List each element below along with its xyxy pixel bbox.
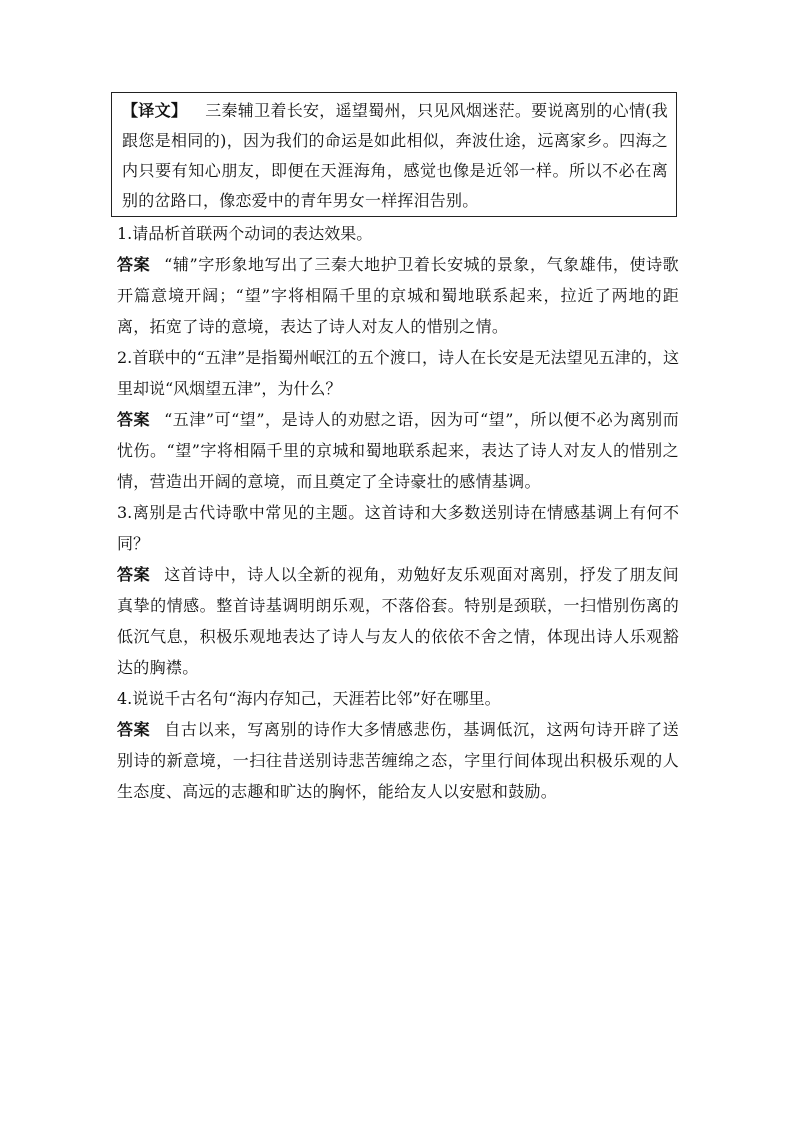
answer-1 xyxy=(117,249,679,342)
translation-box xyxy=(111,92,677,217)
answer-2-text: “五津”可“望”，是诗人的劝慰之语，因为可“望”，所以便不必为离别而忧伤。“望”字将相隔千里的京城和蜀地联系起来，表达了诗人对友人的惜别之情，营造出开阔的意境，而且奠定了全诗豪壮的感情基调。 xyxy=(117,410,680,491)
answer-2 xyxy=(117,404,679,497)
answer-4-text: 自古以来，写离别的诗作大多情感悲伤，基调低沉，这两句诗开辟了送别诗的新意境，一扫往昔送别诗悲苦缠绵之态，字里行间体现出积极乐观的人生态度、高远的志趣和旷达的胸怀，能给友人以安慰和鼓励。 xyxy=(117,720,679,801)
question-3: 3.离别是古代诗歌中常见的主题。这首诗和大多数送别诗在情感基调上有何不同？ xyxy=(117,503,679,553)
question-2: 2.首联中的“五津”是指蜀州岷江的五个渡口，诗人在长安是无法望见五津的，这里却说“风烟望五津”，为什么？ xyxy=(117,348,679,398)
question-4: 4.说说千古名句“海内存知己，天涯若比邻”好在哪里。 xyxy=(117,689,501,708)
translation-tag: 【译文】 xyxy=(122,101,188,120)
answer-3 xyxy=(117,559,679,683)
answer-1-text: “辅”字形象地写出了三秦大地护卫着长安城的景象，气象雄伟，使诗歌开篇意境开阔；“望”字将相隔千里的京城和蜀地联系起来，拉近了两地的距离，拓宽了诗的意境，表达了诗人对友人的惜别之情。 xyxy=(117,255,679,336)
answer-3-text: 这首诗中，诗人以全新的视角，劝勉好友乐观面对离别，抒发了朋友间真挚的情感。整首诗基调明朗乐观，不落俗套。特别是颈联，一扫惜别伤离的低沉气息，积极乐观地表达了诗人与友人的依依不舍之情，体现出诗人乐观豁达的胸襟。 xyxy=(117,565,679,677)
answer-label: 答案 xyxy=(117,255,151,274)
question-1: 1.请品析首联两个动词的表达效果。 xyxy=(117,224,373,243)
answer-label: 答案 xyxy=(117,410,151,429)
answer-label: 答案 xyxy=(117,565,151,584)
translation-text: 三秦辅卫着长安，遥望蜀州，只见风烟迷茫。要说离别的心情(我跟您是相同的)，因为我们的命运是如此相似，奔波仕途，远离家乡。四海之内只要有知心朋友，即便在天涯海角，感觉也像是近邻一样。所以不必在离别的岔路口，像恋爱中的青年男女一样挥泪告别。 xyxy=(122,101,668,210)
questions-section xyxy=(117,218,679,807)
answer-4 xyxy=(117,714,679,807)
answer-label: 答案 xyxy=(117,720,151,739)
